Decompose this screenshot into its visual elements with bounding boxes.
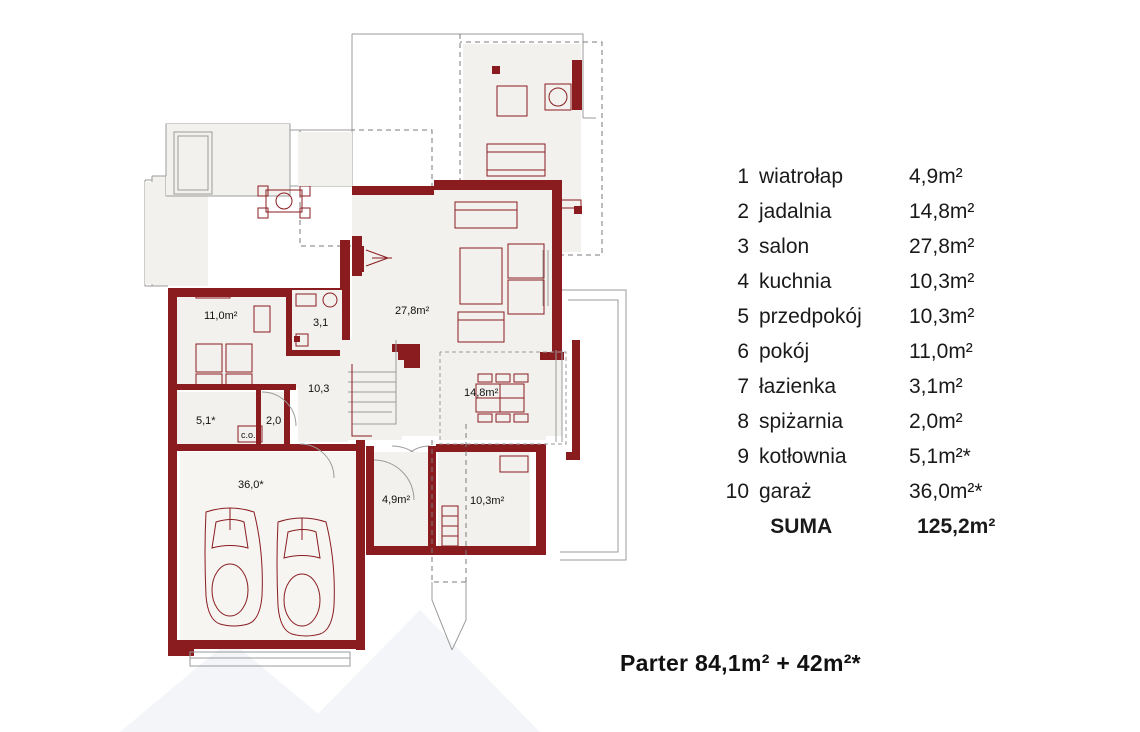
room-legend bbox=[715, 165, 1015, 550]
plan-label-kotlownia: 5,1* bbox=[196, 415, 216, 427]
legend-row bbox=[715, 445, 1015, 480]
legend-number: 1 bbox=[737, 165, 749, 188]
watermark-shape-2 bbox=[120, 640, 340, 732]
legend-room-name: pokój bbox=[759, 340, 810, 363]
legend-number: 9 bbox=[737, 445, 749, 468]
floor-area-caption: Parter 84,1m² + 42m²* bbox=[620, 650, 861, 676]
legend-row bbox=[715, 410, 1015, 445]
legend-number: 5 bbox=[737, 305, 749, 328]
legend-room-area: 4,9m² bbox=[909, 165, 963, 188]
legend-number: 3 bbox=[737, 235, 749, 258]
legend-row bbox=[715, 480, 1015, 515]
legend-room-name: kotłownia bbox=[759, 445, 847, 468]
plan-label-lazienka: 3,1 bbox=[313, 317, 329, 329]
legend-row bbox=[715, 305, 1015, 340]
legend-number: 7 bbox=[737, 375, 749, 398]
legend-total-label: SUMA bbox=[770, 515, 833, 538]
legend-total-row bbox=[715, 515, 1015, 550]
plan-label-wiatrolap: 4,9m² bbox=[382, 494, 411, 506]
plan-label-garaz: 36,0* bbox=[238, 479, 264, 491]
legend-room-name: spiżarnia bbox=[759, 410, 844, 433]
legend-row bbox=[715, 165, 1015, 200]
legend-room-area: 10,3m² bbox=[909, 270, 975, 293]
legend-room-area: 11,0m² bbox=[909, 340, 973, 363]
plan-label-kuchnia: 10,3m² bbox=[470, 495, 505, 507]
legend-room-name: łazienka bbox=[759, 375, 837, 398]
legend-room-name: garaż bbox=[759, 480, 812, 503]
legend-row bbox=[715, 270, 1015, 305]
legend-room-area: 3,1m² bbox=[909, 375, 963, 398]
legend-row bbox=[715, 200, 1015, 235]
legend-room-area: 2,0m² bbox=[909, 410, 963, 433]
legend-room-area: 5,1m²* bbox=[909, 445, 971, 468]
legend-number: 10 bbox=[725, 480, 749, 503]
legend-row bbox=[715, 340, 1015, 375]
plan-label-co: c.o. bbox=[241, 430, 256, 440]
legend-row bbox=[715, 235, 1015, 270]
legend-room-area: 10,3m² bbox=[909, 305, 975, 328]
plan-label-salon: 27,8m² bbox=[395, 305, 430, 317]
plan-label-pokoj: 11,0m² bbox=[204, 310, 238, 322]
legend-number: 8 bbox=[737, 410, 749, 433]
legend-room-area: 14,8m² bbox=[909, 200, 975, 223]
legend-number: 6 bbox=[737, 340, 749, 363]
legend-room-name: salon bbox=[759, 235, 810, 258]
legend-room-name: jadalnia bbox=[759, 200, 832, 223]
legend-room-name: przedpokój bbox=[759, 305, 862, 328]
bay-window-left bbox=[145, 124, 352, 286]
legend-room-area: 36,0m²* bbox=[909, 480, 983, 503]
legend-room-name: wiatrołap bbox=[759, 165, 844, 188]
legend-room-name: kuchnia bbox=[759, 270, 832, 293]
legend-room-area: 27,8m² bbox=[909, 235, 975, 258]
legend-number: 2 bbox=[737, 200, 749, 223]
legend-number: 4 bbox=[737, 270, 749, 293]
legend-total-area: 125,2m² bbox=[917, 515, 996, 538]
plan-label-spizarnia: 2,0 bbox=[266, 415, 282, 427]
plan-label-przedpokoj: 10,3 bbox=[308, 383, 330, 395]
plan-label-jadalnia: 14,8m² bbox=[464, 387, 499, 399]
legend-row bbox=[715, 375, 1015, 410]
